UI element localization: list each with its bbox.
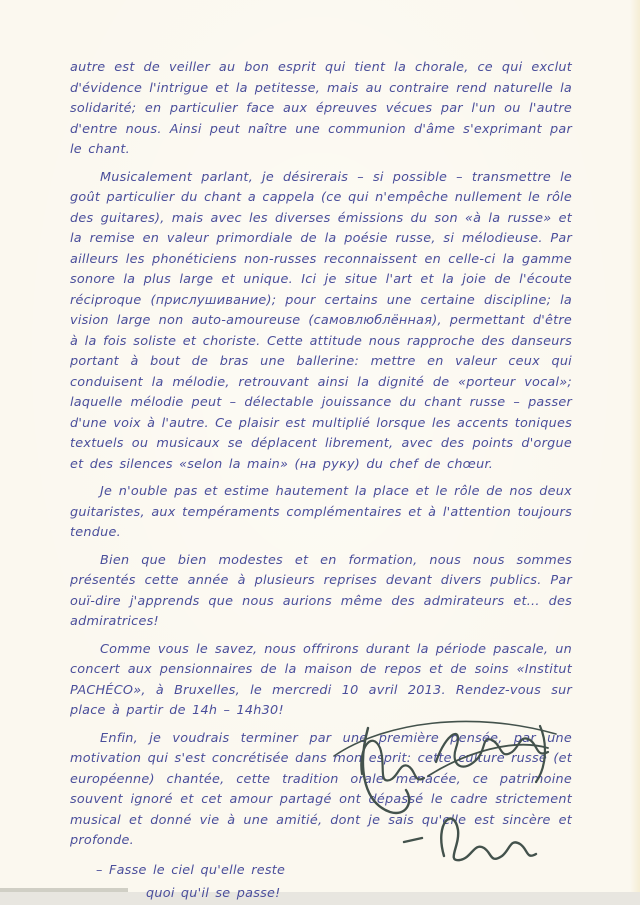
letter-paragraph-5: Comme vous le savez, nous offrirons durant la période pascale, un concert aux pensionnaires de la maison de repos et de soins «Institut PACHÉCO», à Bruxelles, le mercredi 10 avril 2013. Rendez-vous sur place à partir de 14h – 14h30! (70, 641, 572, 718)
signature-dash (404, 838, 422, 842)
letter-paragraph-2: Musicalement parlant, je désirerais – si possible – transmettre le goût particulier du chant a cappela (ce qui n'empêche nullement le rôle des guitares), mais avec les diverses émissions du son «à la russe» et la remise en valeur primordiale de la poésie russe, si mélodieuse. Par ailleurs les phonéticiens non-russes reconnaissent en celle-ci la gamme sonore la plus large et unique. Ici je situe l'art et la joie de l'écoute réciproque (прислушивание); pour certains une certaine discipline; la vision large non auto-amoureuse (самовлюблённая), permettant d'être à la fois soliste et choriste. Cette attitude nous rapproche des danseurs portant à bout de bras une ballerine: mettre en valeur ceux qui conduisent la mélodie, retrouvant ainsi la dignité de «porteur vocal»; laquelle mélodie peut – délectable jouissance du chant russe – passer d'une voix à l'autre. Ce plaisir est multiplié lorsque les accents toniques textuels ou musicaux se déplacent librement, avec des points d'orgue et des silences «selon la main» (на руку) du chef de chœur. (70, 169, 572, 472)
letter-paragraph-1: autre est de veiller au bon esprit qui tient la chorale, ce qui exclut d'évidence l'intrigue et la petitesse, mais au contraire rend naturelle la solidarité; en particulier face aux épreuves vécues par l'un ou l'autre d'entre nous. Ainsi peut naître une communion d'âme s'exprimant par le chant. (70, 60, 572, 157)
scan-edge-right (630, 0, 640, 892)
scan-edge-bottom-shadow (0, 888, 128, 892)
signature-stroke (361, 741, 424, 781)
letter-paragraph-3: Je n'ouble pas et estime hautement la place et le rôle de nos deux guitaristes, aux tempéraments complémentaires et à l'attention toujours tendue. (70, 484, 572, 540)
signature (332, 690, 584, 882)
closing-line-2: quoi qu'il se passe! (146, 885, 281, 901)
letter-paragraph-4: Bien que bien modestes et en formation, nous nous sommes présentés cette année à plusieurs reprises devant divers publics. Par ouï-dire j'apprends que nous aurions même des admirateurs et... des admiratrices! (70, 552, 572, 629)
signature-stroke (428, 745, 548, 776)
signature-stroke (441, 819, 536, 861)
closing-line-1: – Fasse le ciel qu'elle reste (96, 862, 286, 878)
letter-paragraph-6: Enfin, je voudrais terminer par une première pensée, par une motivation qui s'est concrétisée dans mon esprit: cette culture russe (et européenne) chantée, cette tradition orale menacée, ce patrimoine souvent ignoré et cet amour partagé ont dépassé le cadre strictement musical et donné vie à une amitié, dont je sais qu'elle est sincère et profonde. (70, 730, 572, 848)
